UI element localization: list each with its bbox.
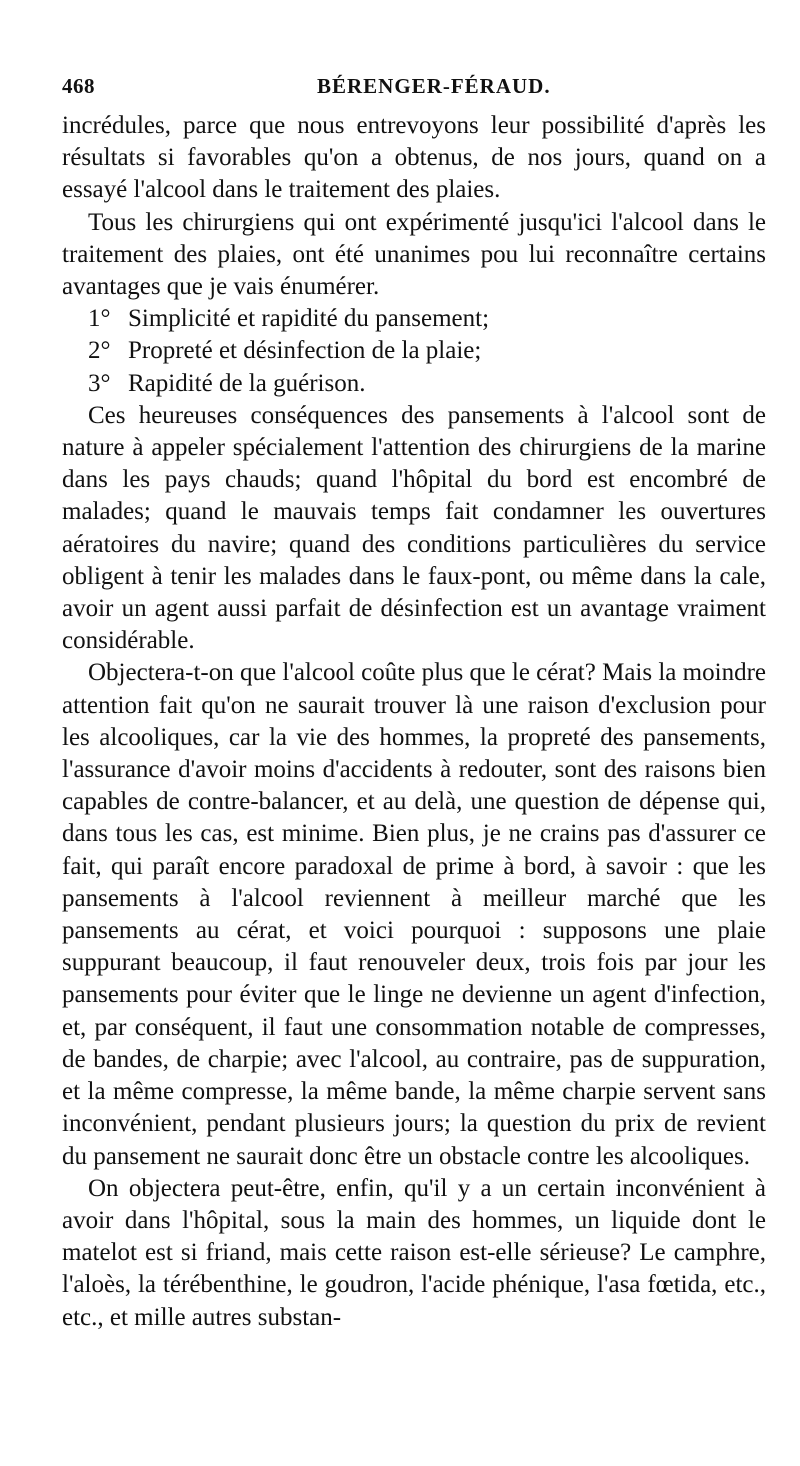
list-text: Rapidité de la guérison. [128,369,366,397]
paragraph-continuation: incrédules, parce que nous entrevoyons leur possibilité d'après les résultats si favorables qu'on a obtenus, de nos jours, quand on a essayé l'alcool dans le traitement des plaies. [62,112,766,204]
list-number: 2° [88,337,111,365]
list-number: 3° [88,369,111,397]
list-item [62,335,766,367]
page-header [62,74,762,100]
running-head: BÉRENGER-FÉRAUD. [317,74,551,98]
body-text [62,110,766,1334]
list-text: Propreté et désinfection de la plaie; [128,337,482,365]
page-number: 468 [62,74,95,98]
paragraph: Ces heureuses conséquences des pansements à l'alcool sont de nature à appeler spécialement l'attention des chirurgiens de la marine dans les pays chauds; quand l'hôpital du bord est encombré de malades; quand le mauvais temps fait condamner les ouvertures aératoires du navire; quand des conditions particulières du service obligent à tenir les malades dans le faux-pont, ou même dans la cale, avoir un agent aussi parfait de désinfection est un avantage vraiment considérable. [62,401,766,655]
list-item [62,303,766,335]
paragraph: Tous les chirurgiens qui ont expérimenté jusqu'ici l'alcool dans le traitement des plaies, ont été unanimes pou lui reconnaître certains avantages que je vais énumérer. [62,208,766,301]
list-number: 1° [88,305,111,333]
list-item [62,368,766,400]
paragraph: On objectera peut-être, enfin, qu'il y a un certain inconvénient à avoir dans l'hôpital, sous la main des hommes, un liquide dont le matelot est si friand, mais cette raison est-elle sérieuse? Le camphre, l'aloès, la térébenthine, le goudron, l'acide phénique, l'asa fœtida, etc., etc., et mille autres substan- [62,1174,766,1331]
paragraph: Objectera-t-on que l'alcool coûte plus que le cérat? Mais la moindre attention fait qu'on ne saurait trouver là une raison d'exclusion pour les alcooliques, car la vie des hommes, la propreté des pansements, l'assurance d'avoir moins d'accidents à redouter, sont des raisons bien capables de contre-balancer, et au delà, une question de dépense qui, dans tous les cas, est minime. Bien plus, je ne crains pas d'assurer ce fait, qui paraît encore paradoxal de prime à bord, à savoir : que les pansements à l'alcool reviennent à meilleur marché que les pansements au cérat, et voici pourquoi : supposons une plaie suppurant beaucoup, il faut renouveler deux, trois fois par jour les pansements pour éviter que le linge ne devienne un agent d'infection, et, par conséquent, il faut une consommation notable de compresses, de bandes, de charpie; avec l'alcool, au contraire, pas de suppuration, et la même compresse, la même bande, la même charpie servent sans inconvénient, pendant plusieurs jours; la question du prix de revient du pansement ne saurait donc être un obstacle contre les alcooliques. [62,659,766,1170]
list-text: Simplicité et rapidité du pansement; [128,305,490,333]
